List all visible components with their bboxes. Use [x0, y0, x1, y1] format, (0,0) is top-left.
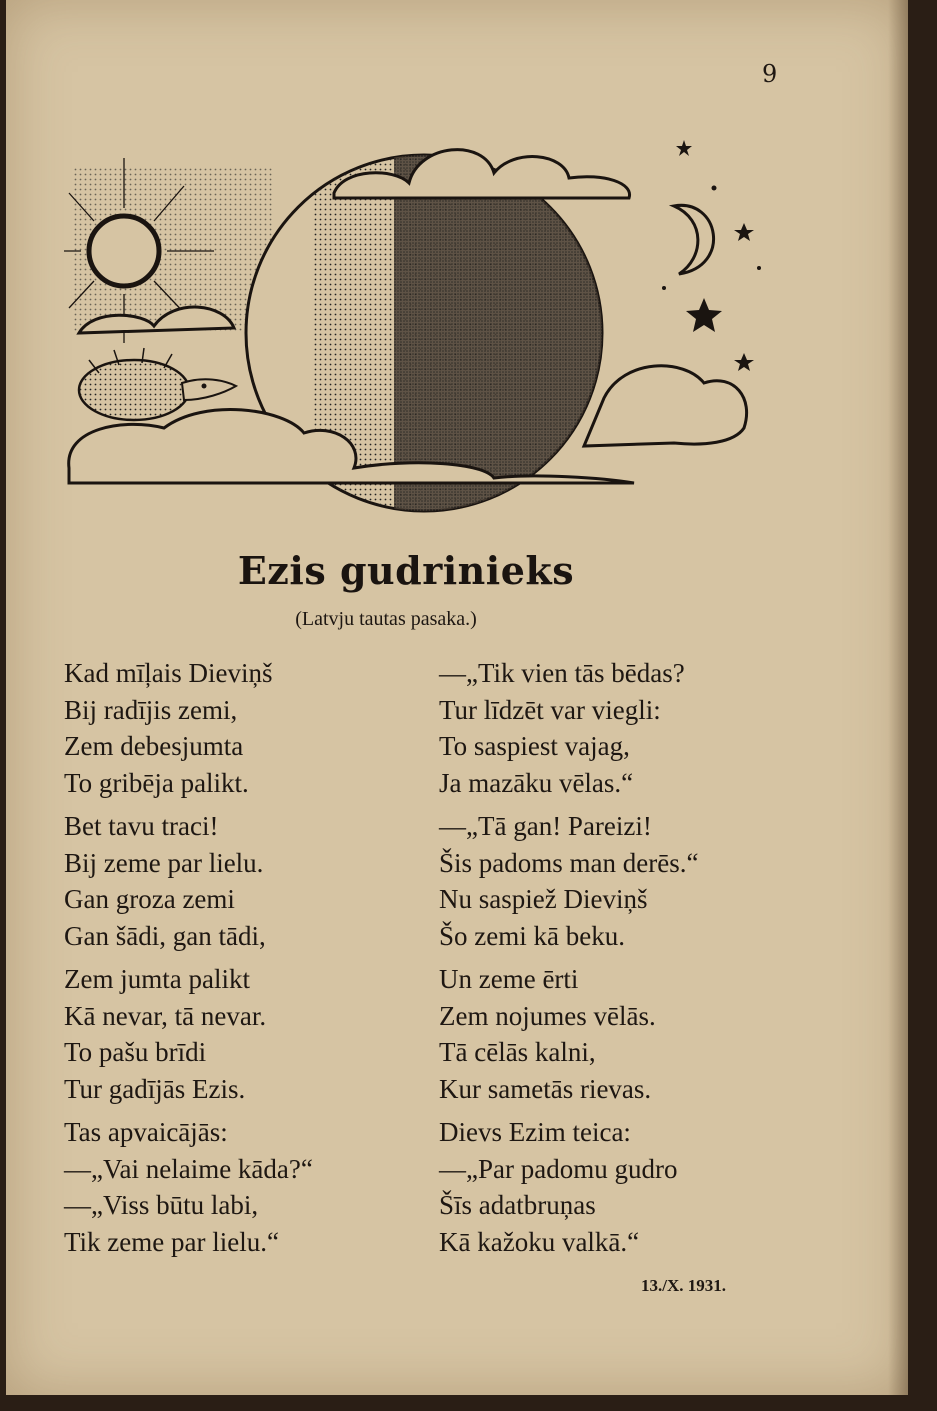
- verse-line: Kā kažoku valkā.“: [439, 1226, 640, 1257]
- illustration: [64, 128, 764, 518]
- verse-line: Nu saspiež Dieviņš: [439, 884, 648, 914]
- verse-line: Tas apvaicājās:: [64, 1117, 228, 1147]
- verse-line: Gan groza zemi: [64, 884, 235, 914]
- verse-line: Ja mazāku vēlas.“: [439, 767, 634, 798]
- book-binding-edge: [0, 1395, 937, 1411]
- verse-line: Šo zemi kā beku.: [439, 920, 625, 951]
- verse-line: Šīs adatbruņas: [439, 1190, 596, 1220]
- poem-title: Ezis gudrinieks: [237, 548, 575, 593]
- verse-line: Tur līdzēt var viegli:: [439, 694, 661, 725]
- stanza: [64, 1114, 424, 1260]
- crescent-moon-icon: [674, 205, 714, 274]
- stanza: [64, 808, 424, 954]
- verse-line: Tā cēlās kalni,: [439, 1037, 596, 1067]
- poem-subtitle: (Latvju tautas pasaka.): [295, 608, 477, 630]
- verse-line: —„Par padomu gudro: [439, 1153, 678, 1184]
- verse-line: Bij radījis zemi,: [64, 694, 238, 725]
- verse-line: To pašu brīdi: [64, 1037, 207, 1067]
- verse-line: —„Vai nelaime kāda?“: [64, 1153, 313, 1184]
- stanza: [439, 961, 799, 1107]
- verse-line: Tik zeme par lielu.“: [64, 1226, 279, 1257]
- page-edge-shadow: [888, 0, 908, 1395]
- verse-line: To gribēja palikt.: [64, 767, 249, 798]
- verse-line: Kad mīļais Dieviņš: [64, 658, 273, 688]
- poem-date: 13./X. 1931.: [641, 1276, 726, 1295]
- page-number: 9: [762, 60, 778, 88]
- verse-line: To saspiest vajag,: [439, 731, 630, 761]
- stanza: [439, 808, 799, 954]
- verse-line: —„Tā gan! Pareizi!: [439, 811, 652, 841]
- stanza: [439, 655, 799, 801]
- verse-line: Šis padoms man derēs.“: [439, 847, 699, 878]
- poem-right-column: [439, 655, 799, 1267]
- stanza: [439, 1114, 799, 1260]
- stanza: [64, 961, 424, 1107]
- poem-left-column: [64, 655, 424, 1267]
- verse-line: Zem jumta palikt: [64, 964, 250, 994]
- book-page: [6, 0, 908, 1395]
- verse-line: Kā nevar, tā nevar.: [64, 1000, 267, 1031]
- verse-line: Gan šādi, gan tādi,: [64, 920, 266, 951]
- verse-line: Kur sametās rievas.: [439, 1073, 652, 1104]
- verse-line: —„Tik vien tās bēdas?: [439, 658, 685, 688]
- verse-line: Zem debesjumta: [64, 731, 244, 761]
- verse-line: Zem nojumes vēlās.: [439, 1000, 656, 1031]
- verse-line: Bet tavu traci!: [64, 811, 219, 841]
- stanza: [64, 655, 424, 801]
- stars-icon: [662, 140, 764, 371]
- verse-line: Bij zeme par lielu.: [64, 847, 264, 878]
- verse-line: —„Viss būtu labi,: [64, 1190, 259, 1220]
- verse-line: Tur gadījās Ezis.: [64, 1073, 246, 1104]
- verse-line: Dievs Ezim teica:: [439, 1117, 631, 1147]
- verse-line: Un zeme ērti: [439, 964, 579, 994]
